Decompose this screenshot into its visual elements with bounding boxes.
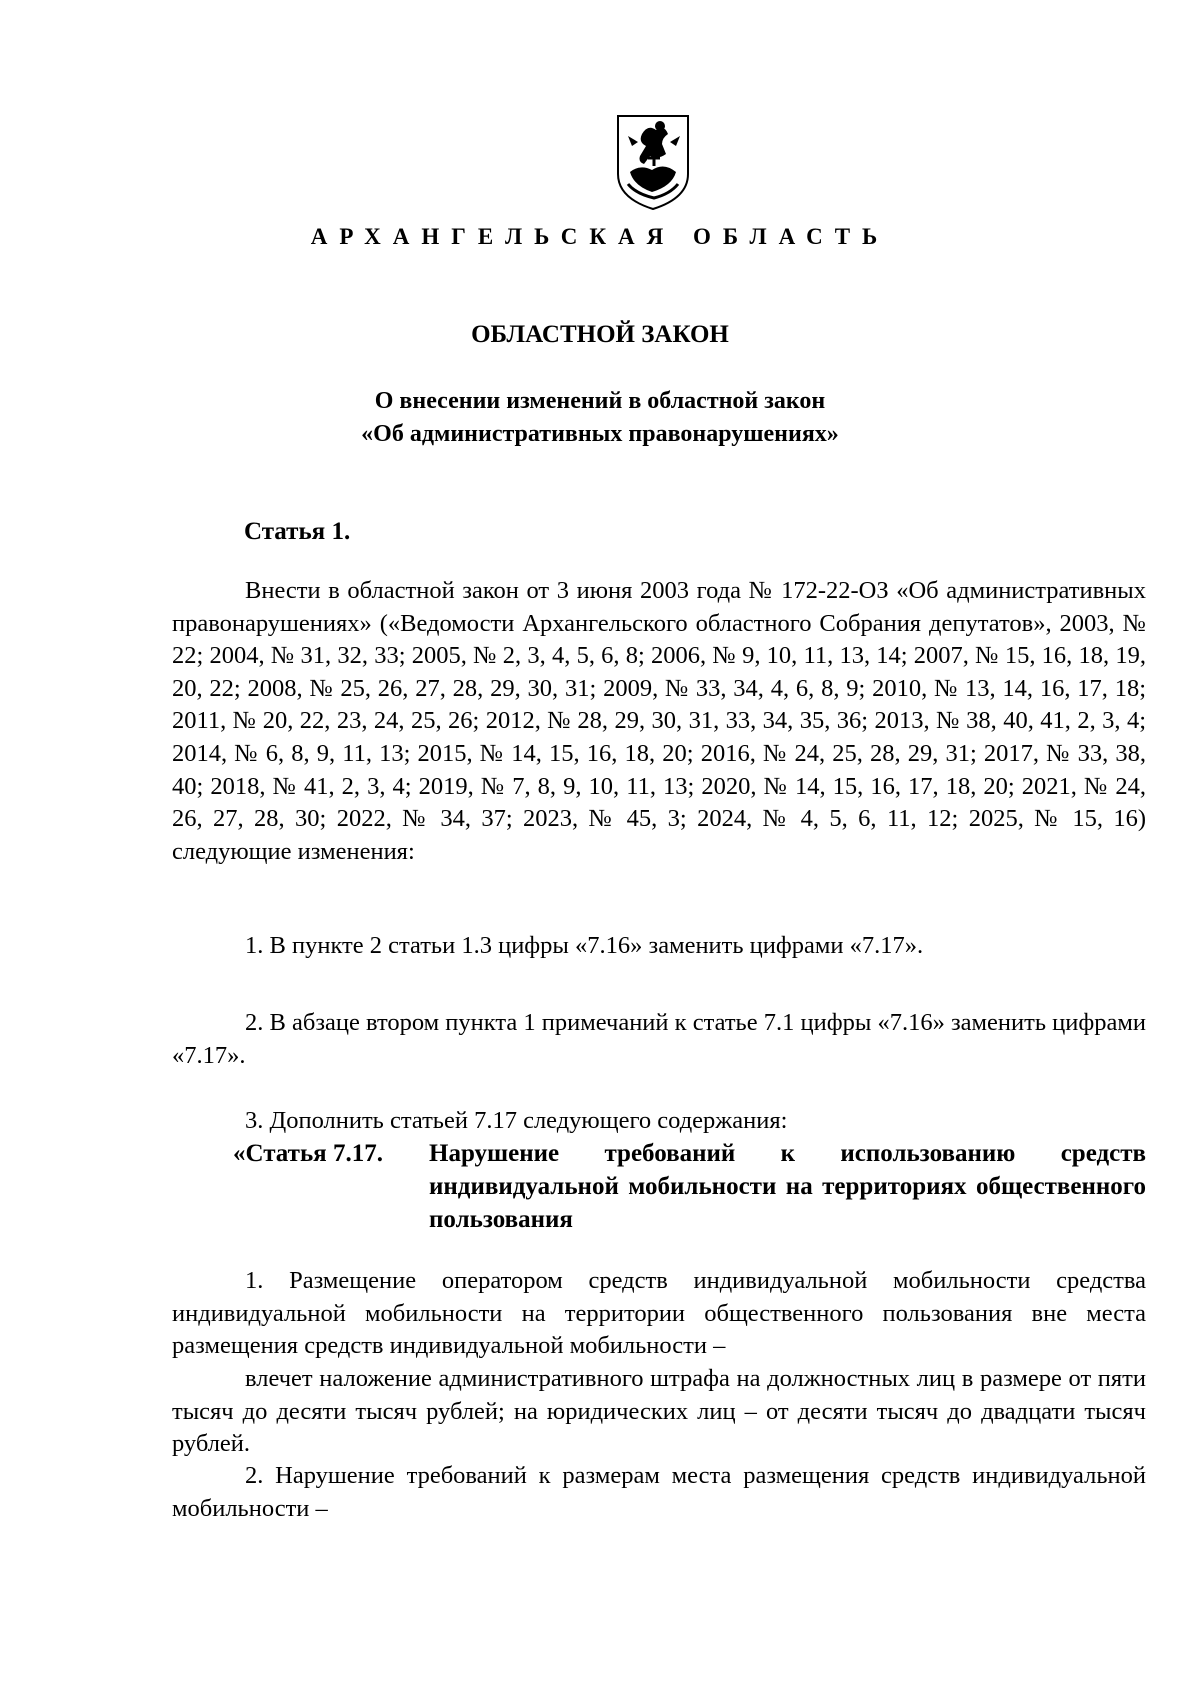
document-title <box>0 385 1200 451</box>
amendment-item-1: 1. В пункте 2 статьи 1.3 цифры «7.16» заменить цифрами «7.17». <box>245 932 924 959</box>
amendment-item-3: 3. Дополнить статьей 7.17 следующего содержания: <box>245 1107 788 1134</box>
arkhangelsk-coat-of-arms-icon <box>612 112 694 212</box>
article-7-17-heading <box>233 1137 1146 1236</box>
document-title-line-2: «Об административных правонарушениях» <box>361 421 839 447</box>
article-1-heading: Статья 1. <box>244 518 351 545</box>
document-title-line-1: О внесении изменений в областной закон <box>374 388 826 414</box>
article-7-17-part-2: 2. Нарушение требований к размерам места размещения средств индивидуальной мобильности – <box>172 1462 1146 1522</box>
region-name: АРХАНГЕЛЬСКАЯ ОБЛАСТЬ <box>310 224 890 249</box>
document-type: ОБЛАСТНОЙ ЗАКОН <box>471 321 729 348</box>
article-7-17-part-1-penalty: влечет наложение административного штрафа на должностных лиц в размере от пяти тысяч до десяти тысяч рублей; на юридических лиц – от десяти тысяч до двадцати тысяч рублей. <box>172 1365 1146 1458</box>
article-7-17-title: Нарушение требований к использованию средств индивидуальной мобильности на территориях общественного пользования <box>429 1140 1146 1233</box>
amendment-item-2: 2. В абзаце втором пункта 1 примечаний к статье 7.1 цифры «7.16» заменить цифрами «7.17». <box>172 1009 1146 1069</box>
article-7-17-label: «Статья 7.17. <box>233 1140 383 1167</box>
article-7-17-part-1: 1. Размещение оператором средств индивидуальной мобильности средства индивидуальной мобильности на территории общественного пользования вне места размещения средств индивидуальной мобильности – <box>172 1267 1146 1360</box>
article-1-intro-paragraph: Внести в областной закон от 3 июня 2003 года № 172-22-ОЗ «Об административных правонарушениях» («Ведомости Архангельского областного Собрания депутатов», 2003, № 22; 2004, № 31, 32, 33; 2005, № 2, 3, 4, 5, 6, 8; 2006, № 9, 10, 11, 13, 14; 2007, № 15, 16, 18, 19, 20, 22; 2008, № 25, 26, 27, 28, 29, 30, 31; 2009, № 33, 34, 4, 6, 8, 9; 2010, № 13, 14, 16, 17, 18; 2011, № 20, 22, 23, 24, 25, 26; 2012, № 28, 29, 30, 31, 33, 34, 35, 36; 2013, № 38, 40, 41, 2, 3, 4; 2014, № 6, 8, 9, 11, 13; 2015, № 14, 15, 16, 18, 20; 2016, № 24, 25, 28, 29, 31; 2017, № 33, 38, 40; 2018, № 41, 2, 3, 4; 2019, № 7, 8, 9, 10, 11, 13; 2020, № 14, 15, 16, 17, 18, 20; 2021, № 24, 26, 27, 28, 30; 2022, № 34, 37; 2023, № 45, 3; 2024, № 4, 5, 6, 11, 12; 2025, № 15, 16) следующие изменения: <box>172 577 1146 865</box>
